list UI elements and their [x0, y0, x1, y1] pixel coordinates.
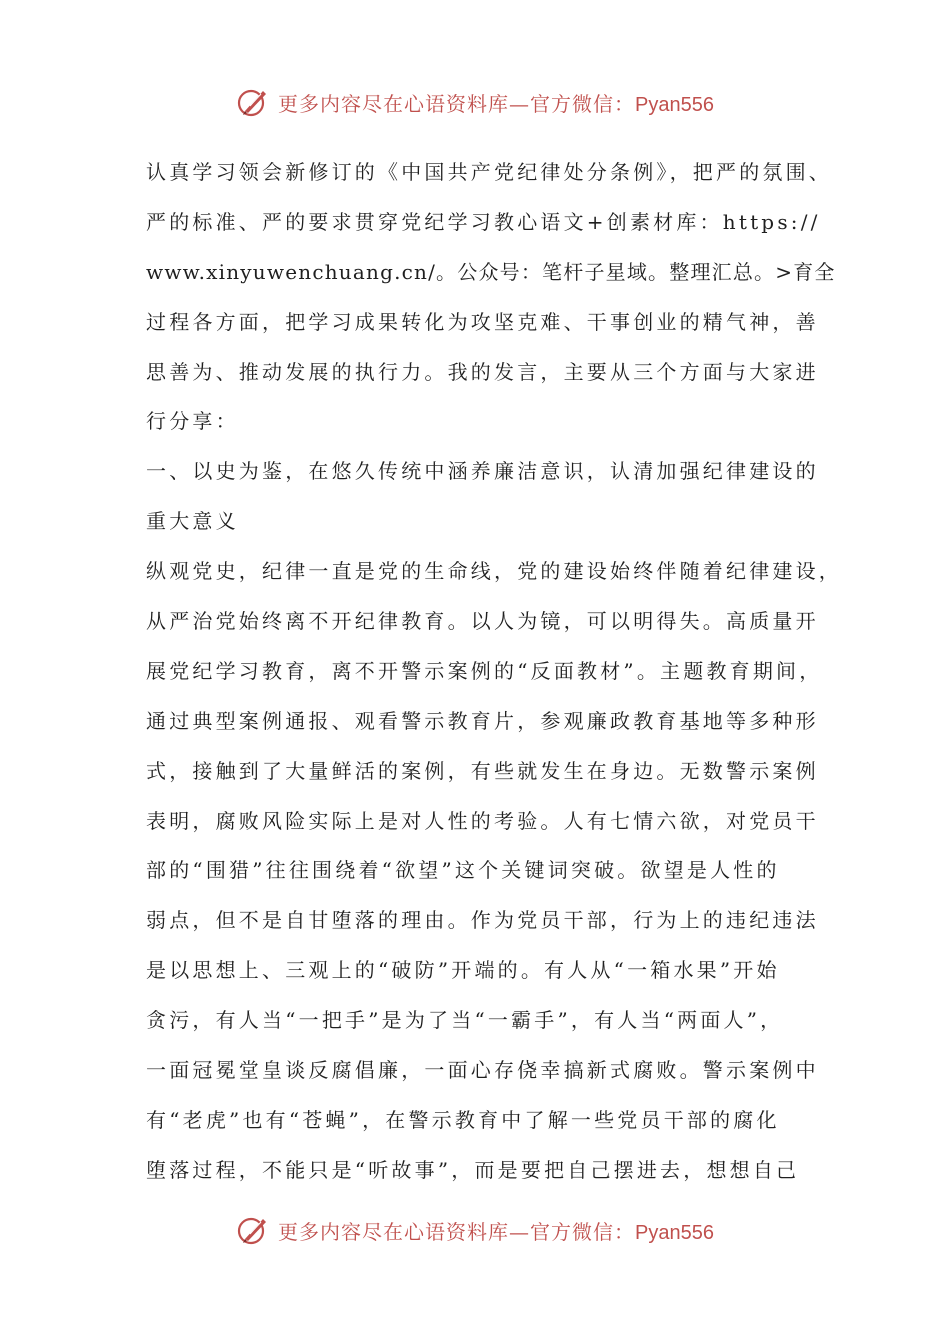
- quill-logo-icon: [236, 1213, 270, 1247]
- banner-text: [278, 88, 714, 117]
- banner-text: [278, 1216, 714, 1245]
- footer-watermark-banner: [0, 1210, 950, 1250]
- body-line: 表明，腐败风险实际上是对人性的考验。人有七情六欲，对党员干: [146, 808, 819, 833]
- body-line: 严的标准、严的要求贯穿党纪学习教心语文+创素材库：https://: [146, 209, 821, 234]
- body-line: 展党纪学习教育，离不开警示案例的“反面教材”。主题教育期间，: [146, 658, 823, 683]
- body-line: 通过典型案例通报、观看警示教育片，参观廉政教育基地等多种形: [146, 708, 819, 733]
- section-heading: 一、以史为鉴，在悠久传统中涵养廉洁意识，认清加强纪律建设的: [146, 459, 819, 484]
- section-heading-cont: 重大意义: [146, 509, 239, 534]
- body-line: 弱点，但不是自甘堕落的理由。作为党员干部，行为上的违纪违法: [146, 908, 819, 933]
- body-line: 贪污，有人当“一把手”是为了当“一霸手”，有人当“两面人”，: [146, 1008, 784, 1033]
- header-watermark-banner: [0, 82, 950, 122]
- body-line: www.xinyuwenchuang.cn/。公众号：笔杆子星域。整理汇总。>育全: [146, 259, 836, 284]
- body-line: 从严治党始终离不开纪律教育。以人为镜，可以明得失。高质量开: [146, 609, 819, 634]
- body-line: 一面冠冕堂皇谈反腐倡廉，一面心存侥幸搞新式腐败。警示案例中: [146, 1058, 819, 1083]
- body-line: 式，接触到了大量鲜活的案例，有些就发生在身边。无数警示案例: [146, 758, 819, 783]
- body-line: 思善为、推动发展的执行力。我的发言，主要从三个方面与大家进: [146, 359, 819, 384]
- quill-logo-icon: [236, 85, 270, 119]
- banner-wechat-id: Pyan556: [635, 93, 714, 116]
- body-line: 行分享：: [146, 409, 239, 434]
- body-line: 有“老虎”也有“苍蝇”，在警示教育中了解一些党员干部的腐化: [146, 1107, 780, 1132]
- banner-text-cn: 更多内容尽在心语资料库—官方微信：: [278, 1219, 636, 1244]
- banner-wechat-id: Pyan556: [635, 1221, 714, 1244]
- body-line: 是以思想上、三观上的“破防”开端的。有人从“一箱水果”开始: [146, 958, 780, 983]
- document-body: [146, 148, 842, 1196]
- body-line: 认真学习领会新修订的《中国共产党纪律处分条例》，把严的氛围、: [146, 160, 832, 184]
- body-line: 过程各方面，把学习成果转化为攻坚克难、干事创业的精气神，善: [146, 309, 819, 334]
- body-line: 纵观党史，纪律一直是党的生命线，党的建设始终伴随着纪律建设，: [146, 559, 842, 584]
- body-line: 部的“围猎”往往围绕着“欲望”这个关键词突破。欲望是人性的: [146, 858, 780, 883]
- body-line: 堕落过程，不能只是“听故事”，而是要把自己摆进去，想想自己: [146, 1157, 800, 1182]
- banner-text-cn: 更多内容尽在心语资料库—官方微信：: [278, 91, 636, 116]
